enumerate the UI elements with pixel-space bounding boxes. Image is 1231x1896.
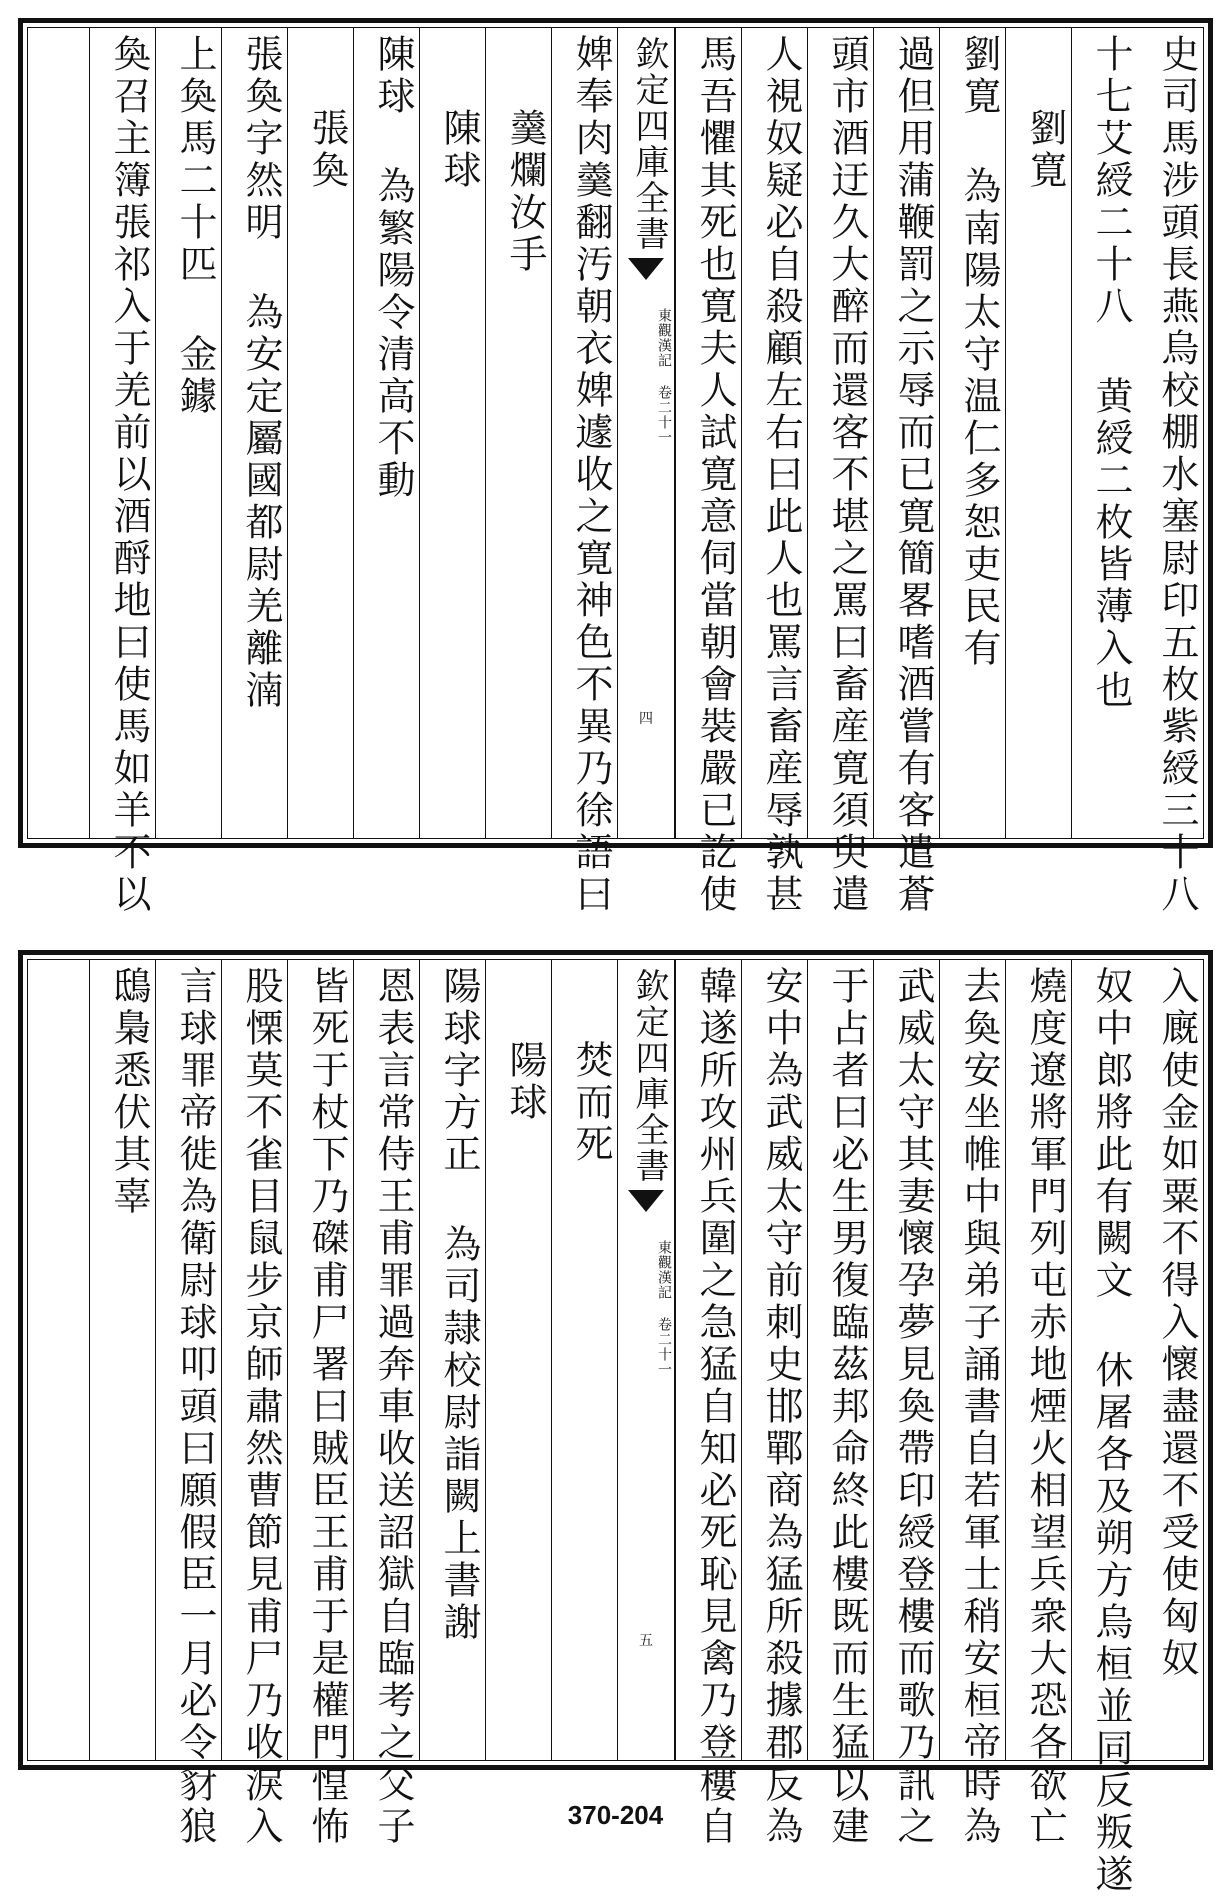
center-fold-column — [617, 28, 675, 838]
fold-title: 欽定四庫全書 — [629, 36, 669, 252]
text-column — [1071, 960, 1137, 1896]
column-text: 上奐馬二十匹 金鐻 — [173, 34, 217, 418]
column-text: 武威太守其妻懷孕夢見奐帶印綬登樓而歌乃訊之 — [891, 966, 935, 1848]
column-text: 十七艾綬二十八 黄綬二枚皆薄入也 — [1089, 34, 1133, 712]
column-text: 焚而死 — [569, 1040, 613, 1166]
text-column — [221, 960, 287, 1848]
text-column — [807, 28, 873, 916]
column-text: 皆死于杖下乃磔甫尸署曰賊臣王甫于是權門惶怖 — [305, 966, 349, 1848]
fold-subtitle: 東觀漢記 卷二十一 — [656, 308, 672, 445]
text-column — [353, 28, 419, 838]
text-column — [221, 28, 287, 838]
text-column — [485, 28, 551, 838]
column-text: 陽球 — [503, 1040, 547, 1124]
fishtail-mark-icon — [628, 258, 664, 280]
text-column — [939, 960, 1005, 1848]
page-number-footer: 370-204 — [567, 1800, 664, 1830]
text-column — [287, 960, 353, 1848]
text-column — [485, 960, 551, 1760]
column-text: 入廐使金如粟不得入懷盡還不受使匈奴 — [1155, 966, 1199, 1680]
text-column — [1005, 28, 1071, 838]
column-text: 頭市酒迂久大醉而還客不堪之罵曰畜産寛須臾遣 — [825, 34, 869, 916]
column-text: 劉寛 為南陽太守温仁多恕吏民有 — [957, 34, 1001, 670]
text-column — [1005, 960, 1071, 1848]
fishtail-mark-icon — [628, 1190, 664, 1212]
column-text: 恩表言常侍王甫罪過奔車收送詔獄自臨考之父子 — [371, 966, 415, 1848]
text-column — [551, 960, 617, 1760]
column-text: 安中為武威太守前刺史邯鄲商為猛所殺據郡反為 — [759, 966, 803, 1848]
column-text: 鴟梟悉伏其辜 — [107, 966, 151, 1218]
column-text: 奴中郎將此有闕文 休屠各及朔方烏桓並同反叛遂 — [1089, 966, 1133, 1896]
text-column — [89, 960, 155, 1760]
column-text: 于占者曰必生男復臨茲邦命終此樓既而生猛以建 — [825, 966, 869, 1848]
column-text: 陽球字方正 為司隷校尉詣闕上書謝 — [437, 966, 481, 1644]
upper-page — [18, 18, 1213, 916]
column-text: 人視奴疑必自殺顧左右曰此人也罵言畜産辱孰甚 — [759, 34, 803, 916]
column-text: 韓遂所攻州兵圍之急猛自知必死恥見禽乃登樓自 — [693, 966, 737, 1848]
center-fold-column — [617, 960, 675, 1760]
text-column — [939, 28, 1005, 838]
text-column — [675, 28, 741, 916]
column-text: 過但用蒲鞭罰之示辱而已寛簡畧嗜酒嘗有客遣蒼 — [891, 34, 935, 916]
text-column — [1137, 28, 1203, 916]
text-column — [419, 960, 485, 1760]
fold-subtitle: 東觀漢記 卷二十一 — [656, 1240, 672, 1377]
text-column — [1137, 960, 1203, 1760]
column-text: 張奐字然明 為安定屬國都尉羌離湳 — [239, 34, 283, 712]
text-column — [873, 960, 939, 1848]
upper-page-frame — [27, 27, 1204, 916]
column-text: 羹爛汝手 — [503, 108, 547, 276]
text-column — [807, 960, 873, 1848]
fold-page-number: 四 — [639, 711, 653, 727]
column-text: 燒度遼將軍門列屯赤地煙火相望兵衆大恐各欲亡 — [1023, 966, 1067, 1848]
text-column — [155, 28, 221, 838]
column-text: 馬吾懼其死也寛夫人試寛意伺當朝會裝嚴已訖使 — [693, 34, 737, 916]
text-column — [353, 960, 419, 1848]
column-text: 史司馬涉頭長燕烏校棚水塞尉印五枚紫綬三十八 — [1155, 34, 1199, 916]
fold-title: 欽定四庫全書 — [629, 968, 669, 1184]
column-text: 劉寛 — [1023, 108, 1067, 192]
text-column — [675, 960, 741, 1848]
column-text: 婢奉肉羹翻汚朝衣婢遽收之寛神色不異乃徐語曰 — [569, 34, 613, 916]
fold-page-number: 五 — [639, 1633, 653, 1649]
column-text: 張奐 — [305, 108, 349, 192]
text-column — [287, 28, 353, 838]
text-column — [419, 28, 485, 838]
column-text: 陳球 — [437, 108, 481, 192]
column-text: 陳球 為繁陽令清高不動 — [371, 34, 415, 502]
text-column — [89, 28, 155, 916]
text-column — [873, 28, 939, 916]
text-column — [741, 960, 807, 1848]
column-text: 奐召主簿張祁入于羌前以酒酹地曰使馬如羊不以 — [107, 34, 151, 916]
column-text: 去奐安坐帷中與弟子誦書自若軍士稍安桓帝時為 — [957, 966, 1001, 1848]
column-text: 言球罪帝徙為衛尉球叩頭曰願假臣一月必令豺狼 — [173, 966, 217, 1848]
text-column — [741, 28, 807, 916]
text-column — [551, 28, 617, 916]
text-column — [1071, 28, 1137, 838]
column-text: 股慄莫不雀目鼠步京師肅然曹節見甫尸乃收淚入 — [239, 966, 283, 1848]
text-column — [155, 960, 221, 1848]
